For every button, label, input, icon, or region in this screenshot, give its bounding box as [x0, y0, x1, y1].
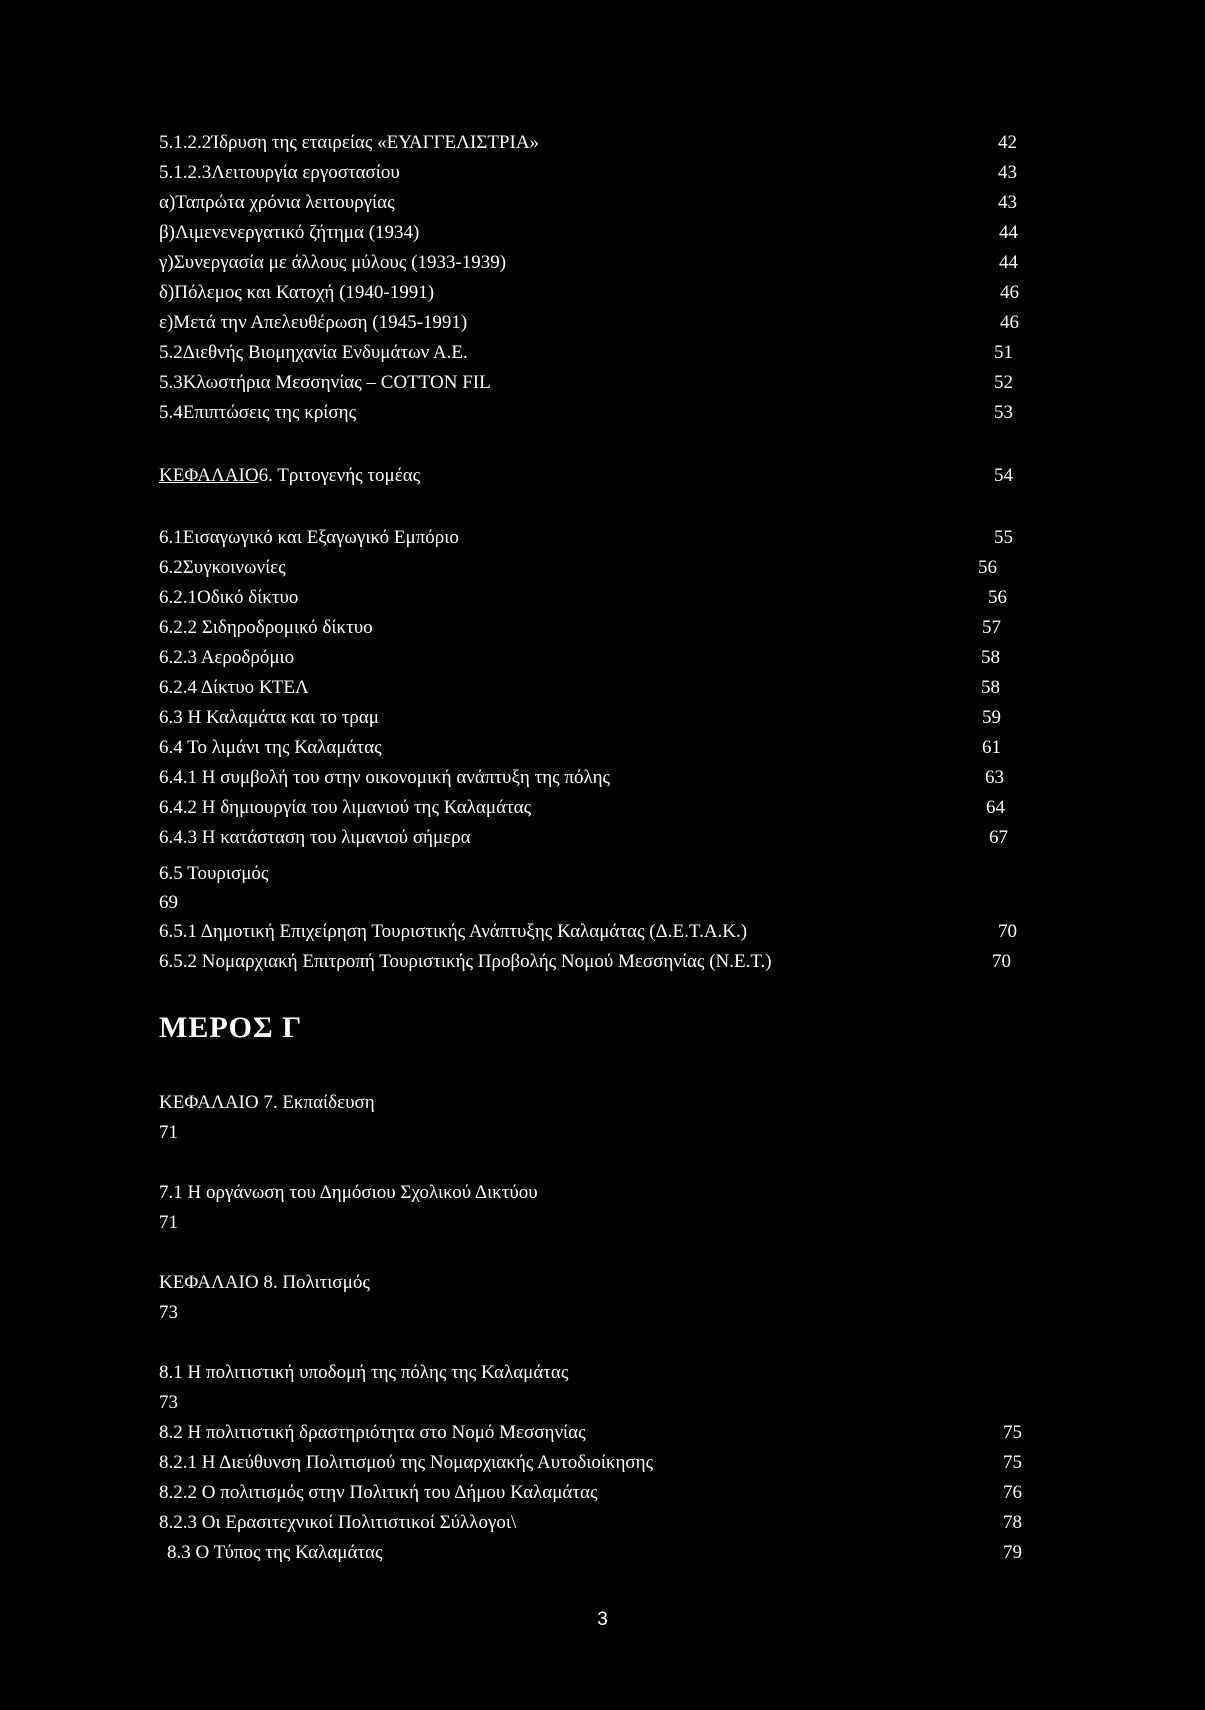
toc-entry-page: 46	[1000, 312, 1019, 333]
toc-entry-title: 8.3 Ο Τύπος της Καλαμάτας	[167, 1542, 383, 1563]
toc-entry-title: 6.4.3 Η κατάσταση του λιμανιού σήμερα	[159, 827, 471, 848]
toc-entry-page: 67	[989, 827, 1008, 848]
toc-entry-page: 73	[159, 1302, 178, 1323]
toc-entry-title: 6.5 Τουρισμός	[159, 863, 269, 884]
toc-entry-title: 6.5.2 Νομαρχιακή Επιτροπή Τουριστικής Προβολής Νομού Μεσσηνίας (Ν.Ε.Τ.)	[159, 951, 772, 972]
toc-entry-page: 78	[1003, 1512, 1022, 1533]
toc-entry-title: 8.2.1 Η Διεύθυνση Πολιτισμού της Νομαρχιακής Αυτοδιοίκησης	[159, 1452, 654, 1473]
toc-entry-title: 6.4.1 Η συμβολή του στην οικονομική ανάπτυξη της πόλης	[159, 767, 611, 788]
toc-entry-title: ΚΕΦΑΛΑΙΟ 7. Εκπαίδευση	[159, 1092, 375, 1113]
toc-entry-page: 59	[982, 707, 1001, 728]
toc-entry-title: 6.2.4 Δίκτυο ΚΤΕΛ	[159, 677, 309, 698]
toc-entry-page: 51	[994, 342, 1013, 363]
toc-entry-title: 6.2Συγκοινωνίες	[159, 557, 286, 578]
part-heading: ΜΕΡΟΣ Γ	[159, 1011, 303, 1044]
toc-entry-title: 8.2.2 Ο πολιτισμός στην Πολιτική του Δήμου Καλαμάτας	[159, 1482, 598, 1503]
toc-entry-title: 5.3Κλωστήρια Μεσσηνίας – COTTON FIL	[159, 372, 491, 393]
toc-entry-page: 56	[978, 557, 997, 578]
toc-entry-title: δ)Πόλεμος και Κατοχή (1940-1991)	[159, 282, 435, 303]
toc-entry-page: 56	[988, 587, 1007, 608]
toc-entry-page: 43	[998, 162, 1017, 183]
toc-entry-title: β)Λιμενενεργατικό ζήτημα (1934)	[159, 222, 420, 243]
toc-entry-title: 6. Τριτογενής τομέας	[258, 465, 421, 486]
chapter-label: ΚΕΦΑΛΑΙΟ	[159, 465, 259, 486]
toc-entry-page: 52	[994, 372, 1013, 393]
toc-entry-page: 75	[1003, 1422, 1022, 1443]
toc-entry-title: 8.1 Η πολιτιστική υποδομή της πόλης της Καλαμάτας	[159, 1362, 569, 1383]
toc-entry-title: 6.2.1Οδικό δίκτυο	[159, 587, 299, 608]
toc-entry-title: 5.4Επιπτώσεις της κρίσης	[159, 402, 357, 423]
toc-entry-title: 6.5.1 Δημοτική Επιχείρηση Τουριστικής Ανάπτυξης Καλαμάτας (Δ.Ε.Τ.Α.Κ.)	[159, 921, 748, 942]
toc-entry-title: 6.4 Το λιμάνι της Καλαμάτας	[159, 737, 382, 758]
toc-entry-page: 79	[1003, 1542, 1022, 1563]
toc-entry-page: 44	[999, 222, 1018, 243]
toc-entry-page: 70	[998, 921, 1017, 942]
toc-entry-page: 75	[1003, 1452, 1022, 1473]
toc-entry-title: 8.2.3 Οι Ερασιτεχνικοί Πολιτιστικοί Σύλλογοι\	[159, 1512, 517, 1533]
toc-entry-page: 71	[159, 1122, 178, 1143]
toc-entry-title: 6.4.2 Η δημιουργία του λιμανιού της Καλαμάτας	[159, 797, 532, 818]
toc-entry-page: 54	[994, 465, 1013, 486]
toc-entry-title: 6.3 Η Καλαμάτα και το τραμ	[159, 707, 379, 728]
toc-entry-title: α)Ταπρώτα χρόνια λειτουργίας	[159, 192, 395, 213]
toc-entry-title: ε)Μετά την Απελευθέρωση (1945-1991)	[159, 312, 468, 333]
toc-entry-page: 53	[994, 402, 1013, 423]
toc-entry-page: 71	[159, 1212, 178, 1233]
toc-entry-page: 42	[998, 132, 1017, 153]
toc-entry-page: 46	[1000, 282, 1019, 303]
toc-entry-page: 58	[981, 647, 1000, 668]
toc-entry-page: 58	[981, 677, 1000, 698]
toc-entry-page: 44	[999, 252, 1018, 273]
toc-entry-page: 63	[985, 767, 1004, 788]
toc-entry-page: 64	[986, 797, 1005, 818]
toc-entry-title: 6.2.2 Σιδηροδρομικό δίκτυο	[159, 617, 373, 638]
toc-entry-page: 55	[994, 527, 1013, 548]
toc-entry-title: 6.2.3 Αεροδρόμιο	[159, 647, 295, 668]
toc-entry-title: 5.1.2.2Ίδρυση της εταιρείας «ΕΥΑΓΓΕΛΙΣΤΡΙΑ»	[159, 132, 540, 153]
toc-entry-title: γ)Συνεργασία με άλλους μύλους (1933-1939)	[159, 252, 507, 273]
toc-entry-title: ΚΕΦΑΛΑΙΟ 8. Πολιτισμός	[159, 1272, 370, 1293]
toc-entry-title: 7.1 Η οργάνωση του Δημόσιου Σχολικού Δικτύου	[159, 1182, 538, 1203]
page-number: 3	[597, 1609, 608, 1630]
toc-entry-page: 43	[998, 192, 1017, 213]
toc-entry-page: 73	[159, 1392, 178, 1413]
toc-entry-title: 8.2 Η πολιτιστική δραστηριότητα στο Νομό Μεσσηνίας	[159, 1422, 586, 1443]
toc-entry-page: 76	[1003, 1482, 1022, 1503]
toc-entry-title: 6.1Εισαγωγικό και Εξαγωγικό Εμπόριο	[159, 527, 459, 548]
toc-entry-page: 70	[992, 951, 1011, 972]
toc-entry-page: 69	[159, 892, 178, 913]
toc-entry-title: 5.1.2.3Λειτουργία εργοστασίου	[159, 162, 400, 183]
toc-entry-page: 61	[982, 737, 1001, 758]
toc-entry-title: 5.2Διεθνής Βιομηχανία Ενδυμάτων Α.Ε.	[159, 342, 468, 363]
toc-entry-page: 57	[982, 617, 1001, 638]
